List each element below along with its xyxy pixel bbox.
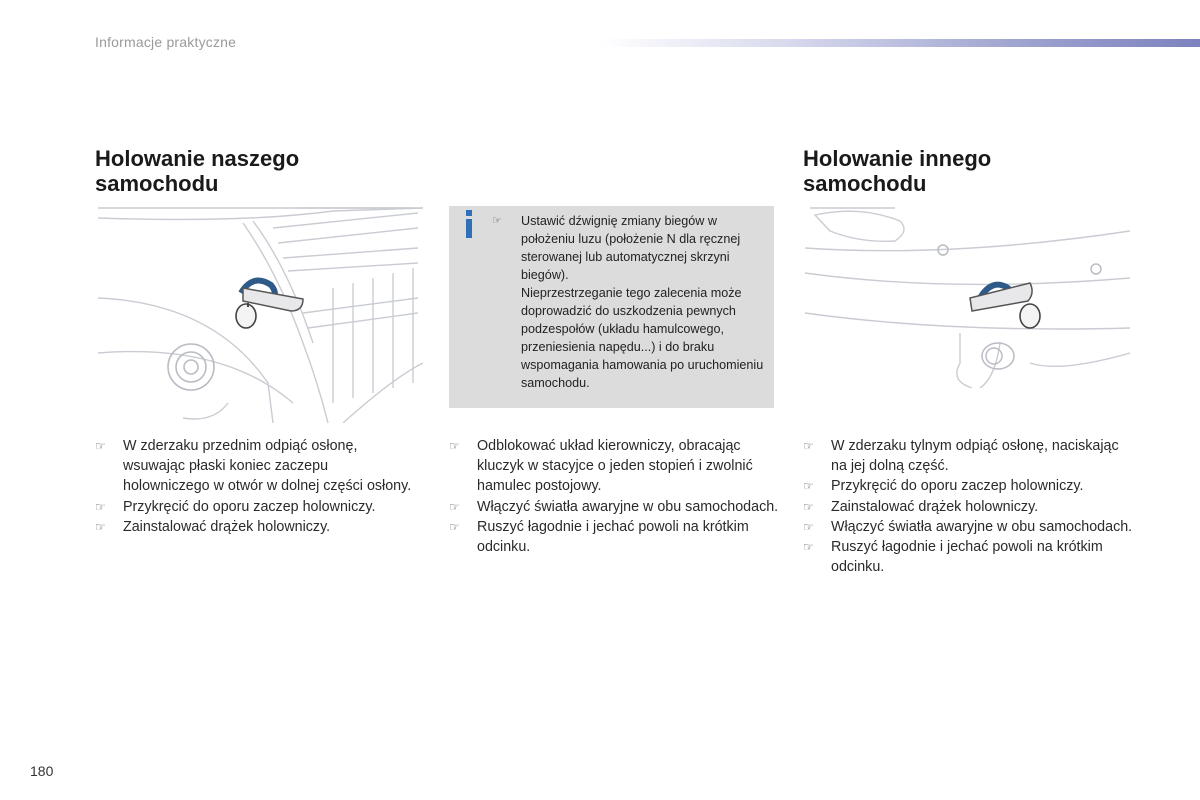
step-item: ☞ Przykręcić do oporu zaczep holowniczy.: [803, 476, 1133, 496]
step-item: ☞ Odblokować układ kierowniczy, obracając kluczyk w stacyjce o jeden stopień i zwolnić hamulec postojowy.: [449, 438, 753, 495]
hand-pointer-icon: ☞: [803, 499, 814, 514]
title-towing-own-car: Holowanie naszego samochodu: [95, 146, 300, 196]
hand-pointer-icon: ☞: [803, 479, 814, 494]
step-item: ☞ W zderzaku przednim odpiąć osłonę, wsuwając płaski koniec zaczepu holowniczego w otwór w dolnej części osłony.: [95, 438, 412, 495]
steps-towing-other-car: [803, 436, 1133, 577]
hand-pointer-icon: ☞: [95, 519, 106, 534]
step-item: ☞ Ruszyć łagodnie i jechać powoli na krótkim odcinku.: [449, 518, 749, 556]
info-note-item: ☞ Ustawić dźwignię zmiany biegów w położeniu luzu (położenie N dla ręcznej sterowanej lub automatycznej skrzyni biegów).: [492, 214, 741, 282]
hand-pointer-icon: ☞: [492, 215, 502, 227]
hand-pointer-icon: ☞: [449, 499, 460, 514]
step-item: ☞ W zderzaku tylnym odpiąć osłonę, naciskając na jej dolną część.: [803, 438, 1119, 475]
hand-pointer-icon: ☞: [95, 499, 106, 514]
hand-pointer-icon: ☞: [803, 519, 814, 534]
rear-bumper-illustration: [800, 203, 1130, 388]
hand-pointer-icon: ☞: [803, 540, 814, 555]
hand-pointer-icon: ☞: [803, 439, 814, 453]
step-item: ☞ Ruszyć łagodnie i jechać powoli na krótkim odcinku.: [803, 539, 1103, 576]
hand-pointer-icon: ☞: [449, 439, 460, 453]
title-towing-other-car: Holowanie innego samochodu: [803, 146, 992, 196]
page-number: 180: [30, 763, 54, 779]
hand-pointer-icon: ☞: [449, 519, 460, 534]
front-bumper-illustration: [93, 203, 423, 423]
step-item: ☞ Zainstalować drążek holowniczy.: [95, 517, 415, 537]
steps-towing-own-car: [95, 436, 415, 537]
hand-pointer-icon: ☞: [95, 439, 106, 453]
steps-towing-general: [449, 436, 779, 557]
info-icon: [462, 210, 476, 238]
info-note-item: Nieprzestrzeganie tego zalecenia może doprowadzić do uszkodzenia pewnych podzespołów (układu hamulcowego, przeniesienia napędu...) i do braku wspomagania hamowania po uruchomieniu samochodu.: [521, 286, 764, 390]
step-item: ☞ Włączyć światła awaryjne w obu samochodach.: [449, 497, 779, 517]
step-item: ☞ Zainstalować drążek holowniczy.: [803, 497, 1133, 517]
header-bar: [600, 39, 1200, 47]
running-header: Informacje praktyczne: [95, 34, 237, 50]
step-item: ☞ Przykręcić do oporu zaczep holowniczy.: [95, 497, 415, 517]
step-item: ☞ Włączyć światła awaryjne w obu samochodach.: [803, 517, 1133, 537]
info-note: [490, 212, 770, 392]
